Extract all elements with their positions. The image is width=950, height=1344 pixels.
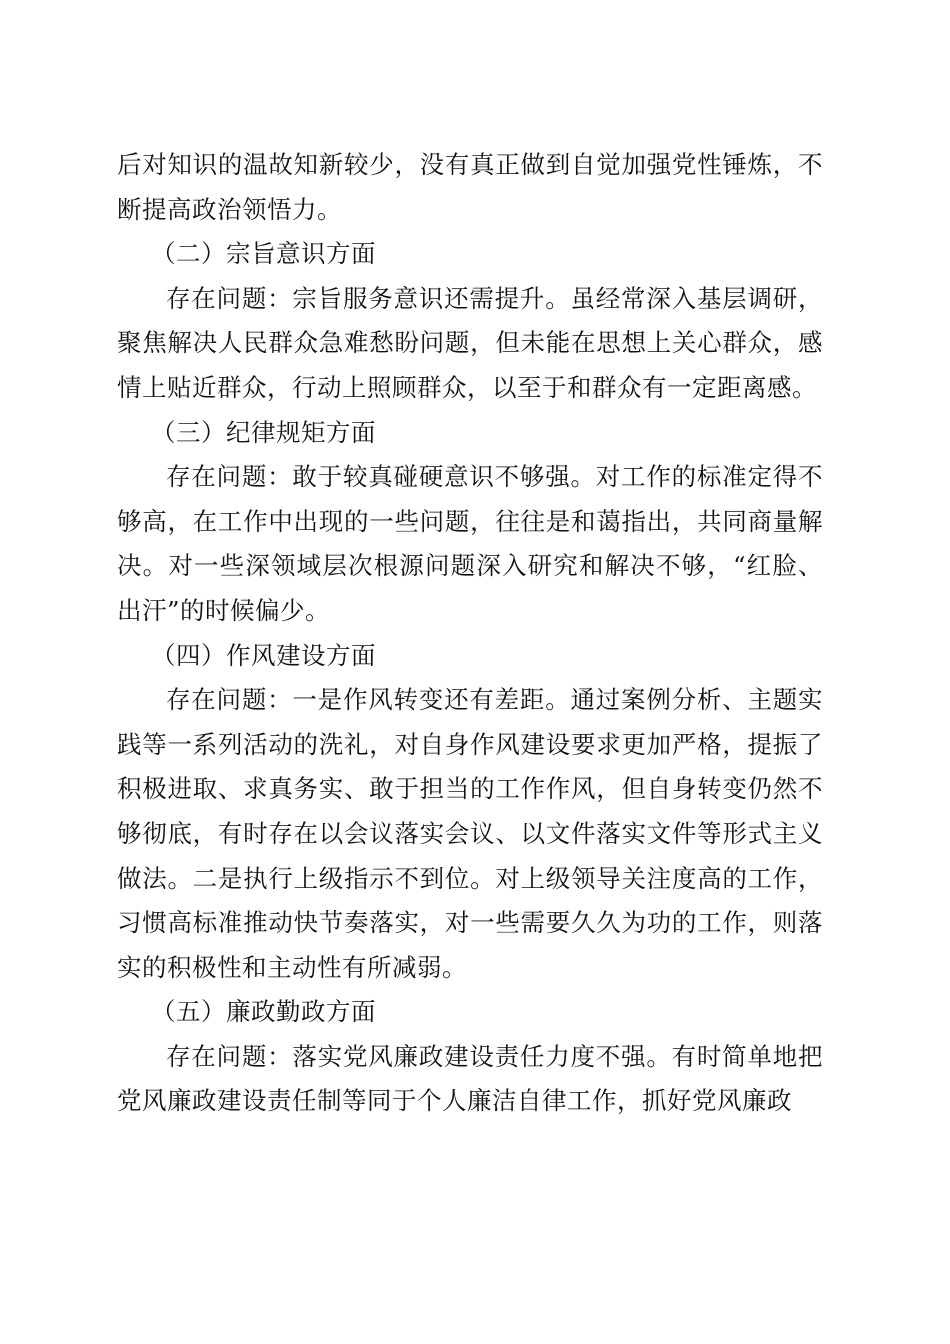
- heading-purpose-awareness: （二）宗旨意识方面: [151, 239, 376, 269]
- paragraph-work-style: 存在问题：一是作风转变还有差距。通过案例分析、主题实践等一系列活动的洗礼，对自身作风建设要求更加严格，提振了积极进取、求真务实、敢于担当的工作作风，但自身转变仍然不够彻底，有时存在以会议落实会议、以文件落实文件等形式主义做法。二是执行上级指示不到位。对上级领导关注度高的工作，习惯高标准推动快节奏落实，对一些需要久久为功的工作，则落实的积极性和主动性有所减弱。: [117, 685, 823, 982]
- paragraph-integrity-diligence: 存在问题：落实党风廉政建设责任力度不强。有时简单地把党风廉政建设责任制等同于个人廉洁自律工作，抓好党风廉政: [117, 1041, 823, 1116]
- paragraph-continuation: 后对知识的温故知新较少，没有真正做到自觉加强党性锤炼，不断提高政治领悟力。: [117, 150, 823, 224]
- heading-work-style: （四）作风建设方面: [151, 640, 376, 670]
- paragraph-discipline-rules: 存在问题：敢于较真碰硬意识不够强。对工作的标准定得不够高，在工作中出现的一些问题，往往是和蔼指出，共同商量解决。对一些深领域层次根源问题深入研究和解决不够，“红脸、出汗”的时候偏少。: [117, 462, 823, 625]
- paragraph-purpose-awareness: 存在问题：宗旨服务意识还需提升。虽经常深入基层调研，聚焦解决人民群众急难愁盼问题，但未能在思想上关心群众，感情上贴近群众，行动上照顾群众，以至于和群众有一定距离感。: [117, 283, 823, 402]
- heading-discipline-rules: （三）纪律规矩方面: [151, 417, 376, 447]
- document-page: [117, 143, 823, 1124]
- heading-integrity-diligence: （五）廉政勤政方面: [151, 997, 376, 1027]
